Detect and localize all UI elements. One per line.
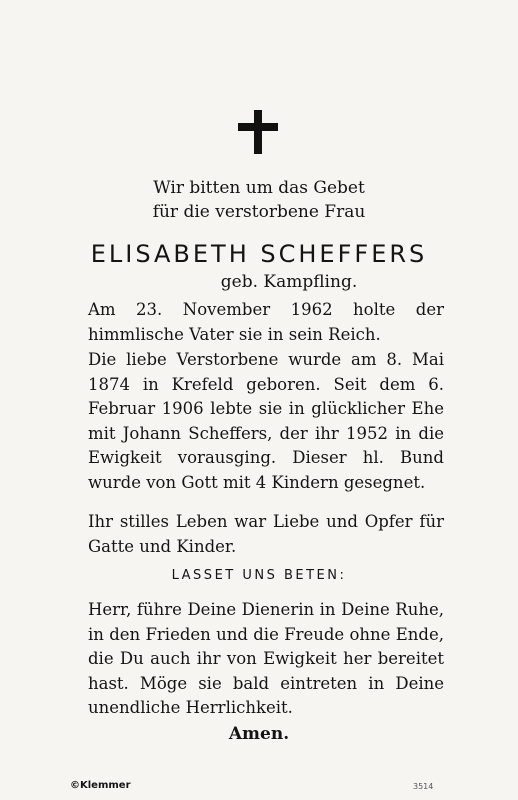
intro-line-1: Wir bitten um das Gebet: [153, 178, 365, 198]
tribute-paragraph: Ihr stilles Leben war Liebe und Opfer für Gatte und Kinder.: [88, 512, 444, 556]
intro: [0, 176, 518, 224]
deceased-name: ELISABETH SCHEFFERS: [90, 240, 428, 268]
show-through-text: [70, 70, 490, 128]
card-number: 3514: [413, 782, 434, 791]
prayer-heading: LASSET UNS BETEN:: [171, 568, 347, 583]
birth-name: geb. Kampfling.: [220, 272, 358, 292]
publisher-mark: ©Klemmer: [70, 780, 131, 791]
amen: Amen.: [228, 724, 290, 744]
cross-icon: [236, 110, 280, 154]
biography-paragraph: Die liebe Verstorbene wurde am 8. Mai 1874 in Krefeld geboren. Seit dem 6. Februar 1906 lebte sie in glücklicher Ehe mit Johann Scheffers, der ihr 1952 in die Ewigkeit vorausging. Dieser hl. Bund wurde von Gott mit 4 Kindern gesegnet.: [88, 350, 444, 492]
prayer-text: Herr, führe Deine Dienerin in Deine Ruhe, in den Frieden und die Freude ohne Ende, die Du auch ihr von Ewigkeit her bereitet hast. Möge sie bald eintreten in Deine unendliche Herrlichkeit.: [88, 600, 444, 717]
intro-line-2: für die verstorbene Frau: [152, 202, 366, 222]
death-paragraph: Am 23. November 1962 holte der himmlische Vater sie in sein Reich.: [88, 300, 444, 344]
